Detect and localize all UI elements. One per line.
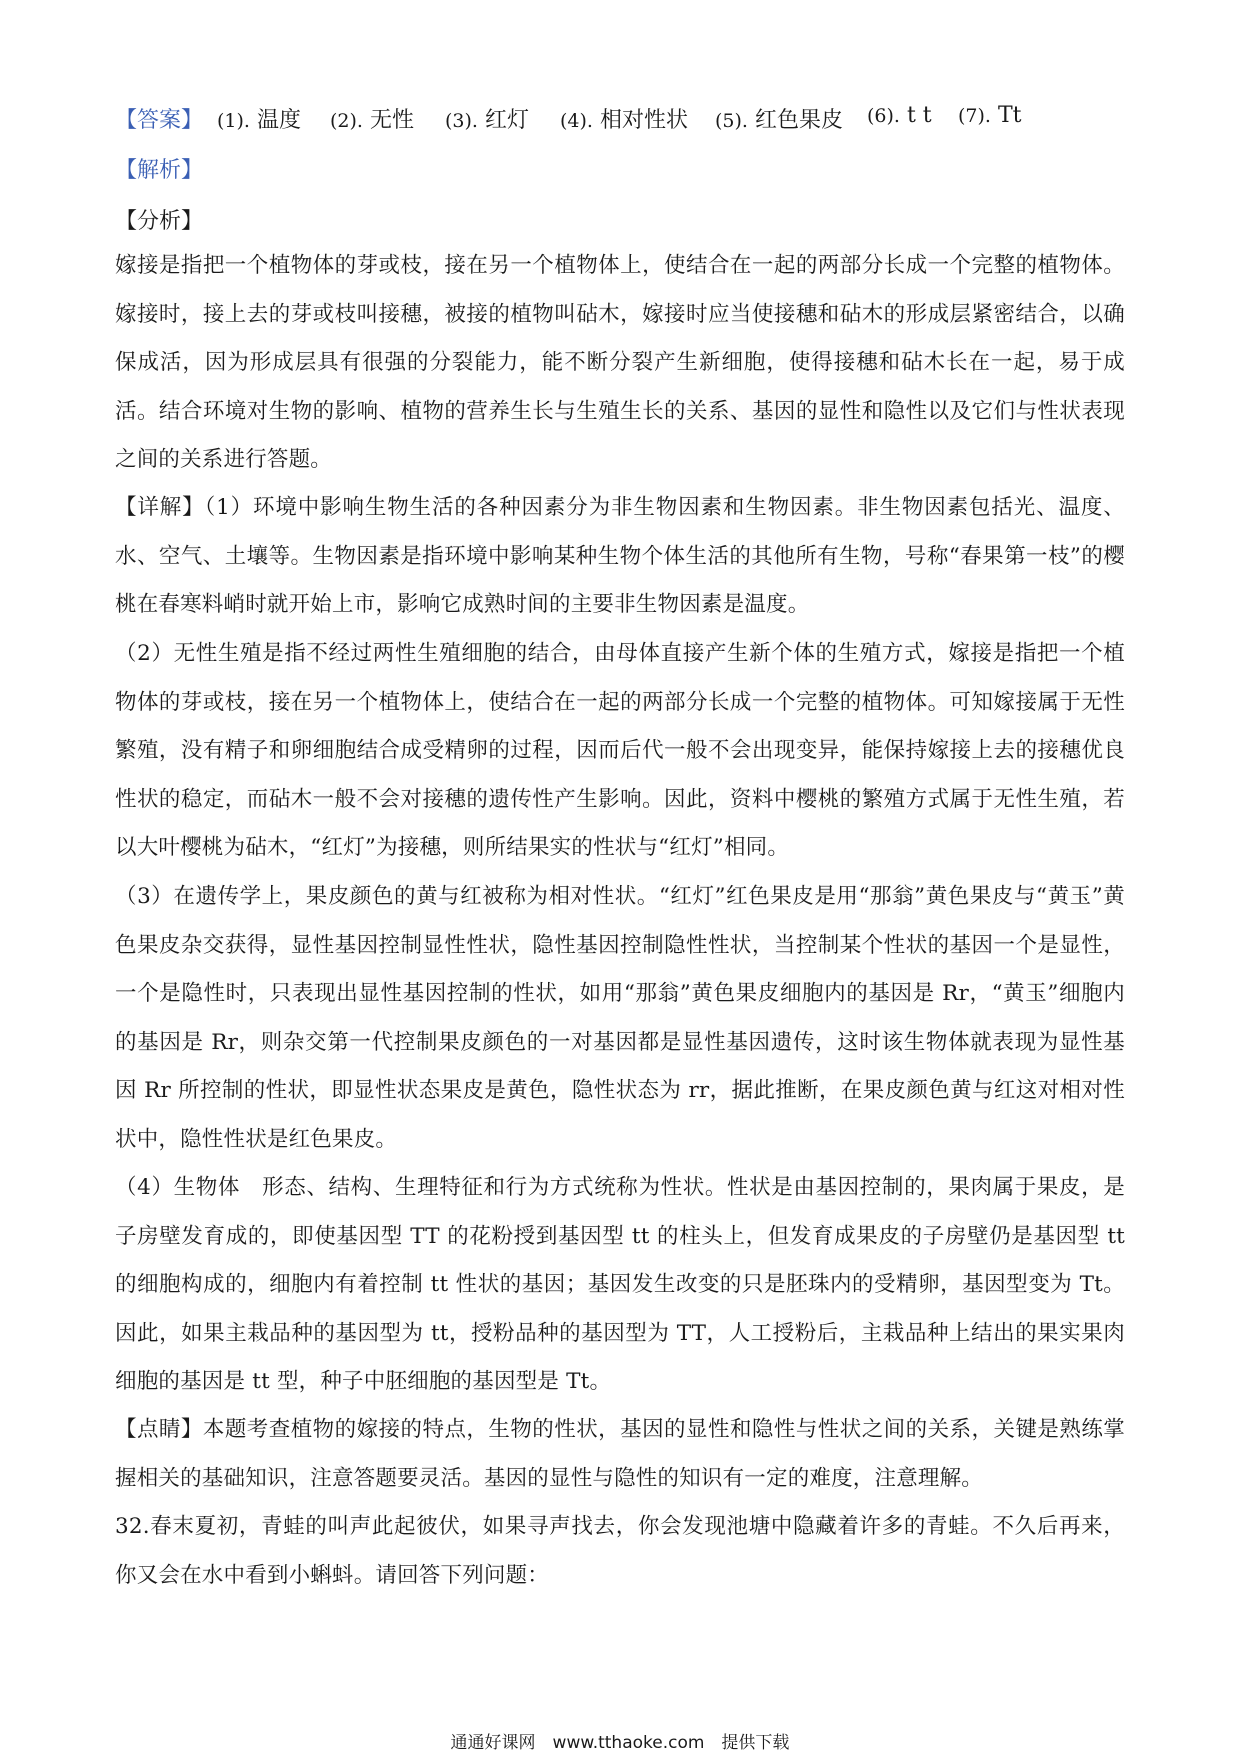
answer-label: 【答案】 — [115, 108, 204, 133]
xiangjie-paragraph-2: （2）无性生殖是指不经过两性生殖细胞的结合，由母体直接产生新个体的生殖方式，嫁接是指把一个植物体的芽或枝，接在另一个植物体上，使结合在一起的两部分长成一个完整的植物体。可知嫁接属于无性繁殖，没有精子和卵细胞结合成受精卵的过程，因而后代一般不会出现变异，能保持嫁接上去的接穗优良性状的稳定，而砧木一般不会对接穗的遗传性产生影响。因此，资料中樱桃的繁殖方式属于无性生殖，若以大叶樱桃为砧木，“红灯”为接穗，则所结果实的性状与“红灯”相同。 — [115, 641, 1125, 860]
answer-item-6: (6). t t — [867, 103, 932, 128]
fenxi-paragraph: 嫁接是指把一个植物体的芽或枝，接在另一个植物体上，使结合在一起的两部分长成一个完整的植物体。嫁接时，接上去的芽或枝叫接穗，被接的植物叫砧木，嫁接时应当使接穗和砧木的形成层紧密结合，以确保成活，因为形成层具有很强的分裂能力，能不断分裂产生新细胞，使得接穗和砧木长在一起，易于成活。结合环境对生物的影响、植物的营养生长与生殖生长的关系、基因的显性和隐性以及它们与性状表现之间的关系进行答题。 — [115, 253, 1125, 472]
dianjing-label: 【点睛】 — [115, 1417, 203, 1442]
xiangjie-paragraph-1: 【详解】（1）环境中影响生物生活的各种因素分为非生物因素和生物因素。非生物因素包括光、温度、水、空气、土壤等。生物因素是指环境中影响某种生物个体生活的其他所有生物，号称“春果第一枝”的樱桃在春寒料峭时就开始上市，影响它成熟时间的主要非生物因素是温度。 — [115, 495, 1125, 617]
xiangjie-paragraph-3: （3）在遗传学上，果皮颜色的黄与红被称为相对性状。“红灯”红色果皮是用“那翁”黄色果皮与“黄玉”黄色果皮杂交获得，显性基因控制显性性状，隐性基因控制隐性性状，当控制某个性状的基因一个是显性，一个是隐性时，只表现出显性基因控制的性状，如用“那翁”黄色果皮细胞内的基因是 Rr，“黄玉”细胞内的基因是 Rr，则杂交第一代控制果皮颜色的一对基因都是显性基因遗传，这时该生物体就表现为显性基因 Rr 所控制的性状，即显性状态果皮是黄色，隐性状态为 rr，据此推断，在果皮颜色黄与红这对相对性状中，隐性性状是红色果皮。 — [115, 884, 1125, 1152]
answer-item-2: (2). 无性 — [330, 108, 414, 133]
analysis-heading: 【解析】 — [115, 158, 204, 183]
answer-item-3: (3). 红灯 — [445, 108, 529, 133]
footer-source: 通通好课网 www.tthaoke.com 提供下载 — [450, 1733, 790, 1753]
xiangjie-paragraph-4: （4）生物体 形态、结构、生理特征和行为方式统称为性状。性状是由基因控制的，果肉属于果皮，是子房壁发育成的，即使基因型 TT 的花粉授到基因型 tt 的柱头上，但发育成果皮的子房壁仍是基因型 tt 的细胞构成的，细胞内有着控制 tt 性状的基因；基因发生改变的只是胚珠内的受精卵，基因型变为 Tt。因此，如果主栽品种的基因型为 tt，授粉品种的基因型为 TT，人工授粉后，主栽品种上结出的果实果肉细胞的基因是 tt 型，种子中胚细胞的基因型是 Tt。 — [115, 1175, 1125, 1394]
question-32: 32.春末夏初，青蛙的叫声此起彼伏，如果寻声找去，你会发现池塘中隐藏着许多的青蛙。不久后再来，你又会在水中看到小蝌蚪。请回答下列问题： — [115, 1514, 1125, 1588]
answer-item-5: (5). 红色果皮 — [715, 108, 843, 133]
answer-item-7: (7). Tt — [958, 103, 1022, 128]
xiangjie-label: 【详解】 — [115, 495, 205, 520]
fenxi-heading: 【分析】 — [115, 209, 204, 234]
answer-item-4: (4). 相对性状 — [560, 108, 688, 133]
answer-item-1: (1). 温度 — [217, 108, 301, 133]
dianjing-paragraph: 【点睛】本题考查植物的嫁接的特点，生物的性状，基因的显性和隐性与性状之间的关系，关键是熟练掌握相关的基础知识，注意答题要灵活。基因的显性与隐性的知识有一定的难度，注意理解。 — [115, 1417, 1125, 1491]
answer-row — [115, 103, 1125, 139]
